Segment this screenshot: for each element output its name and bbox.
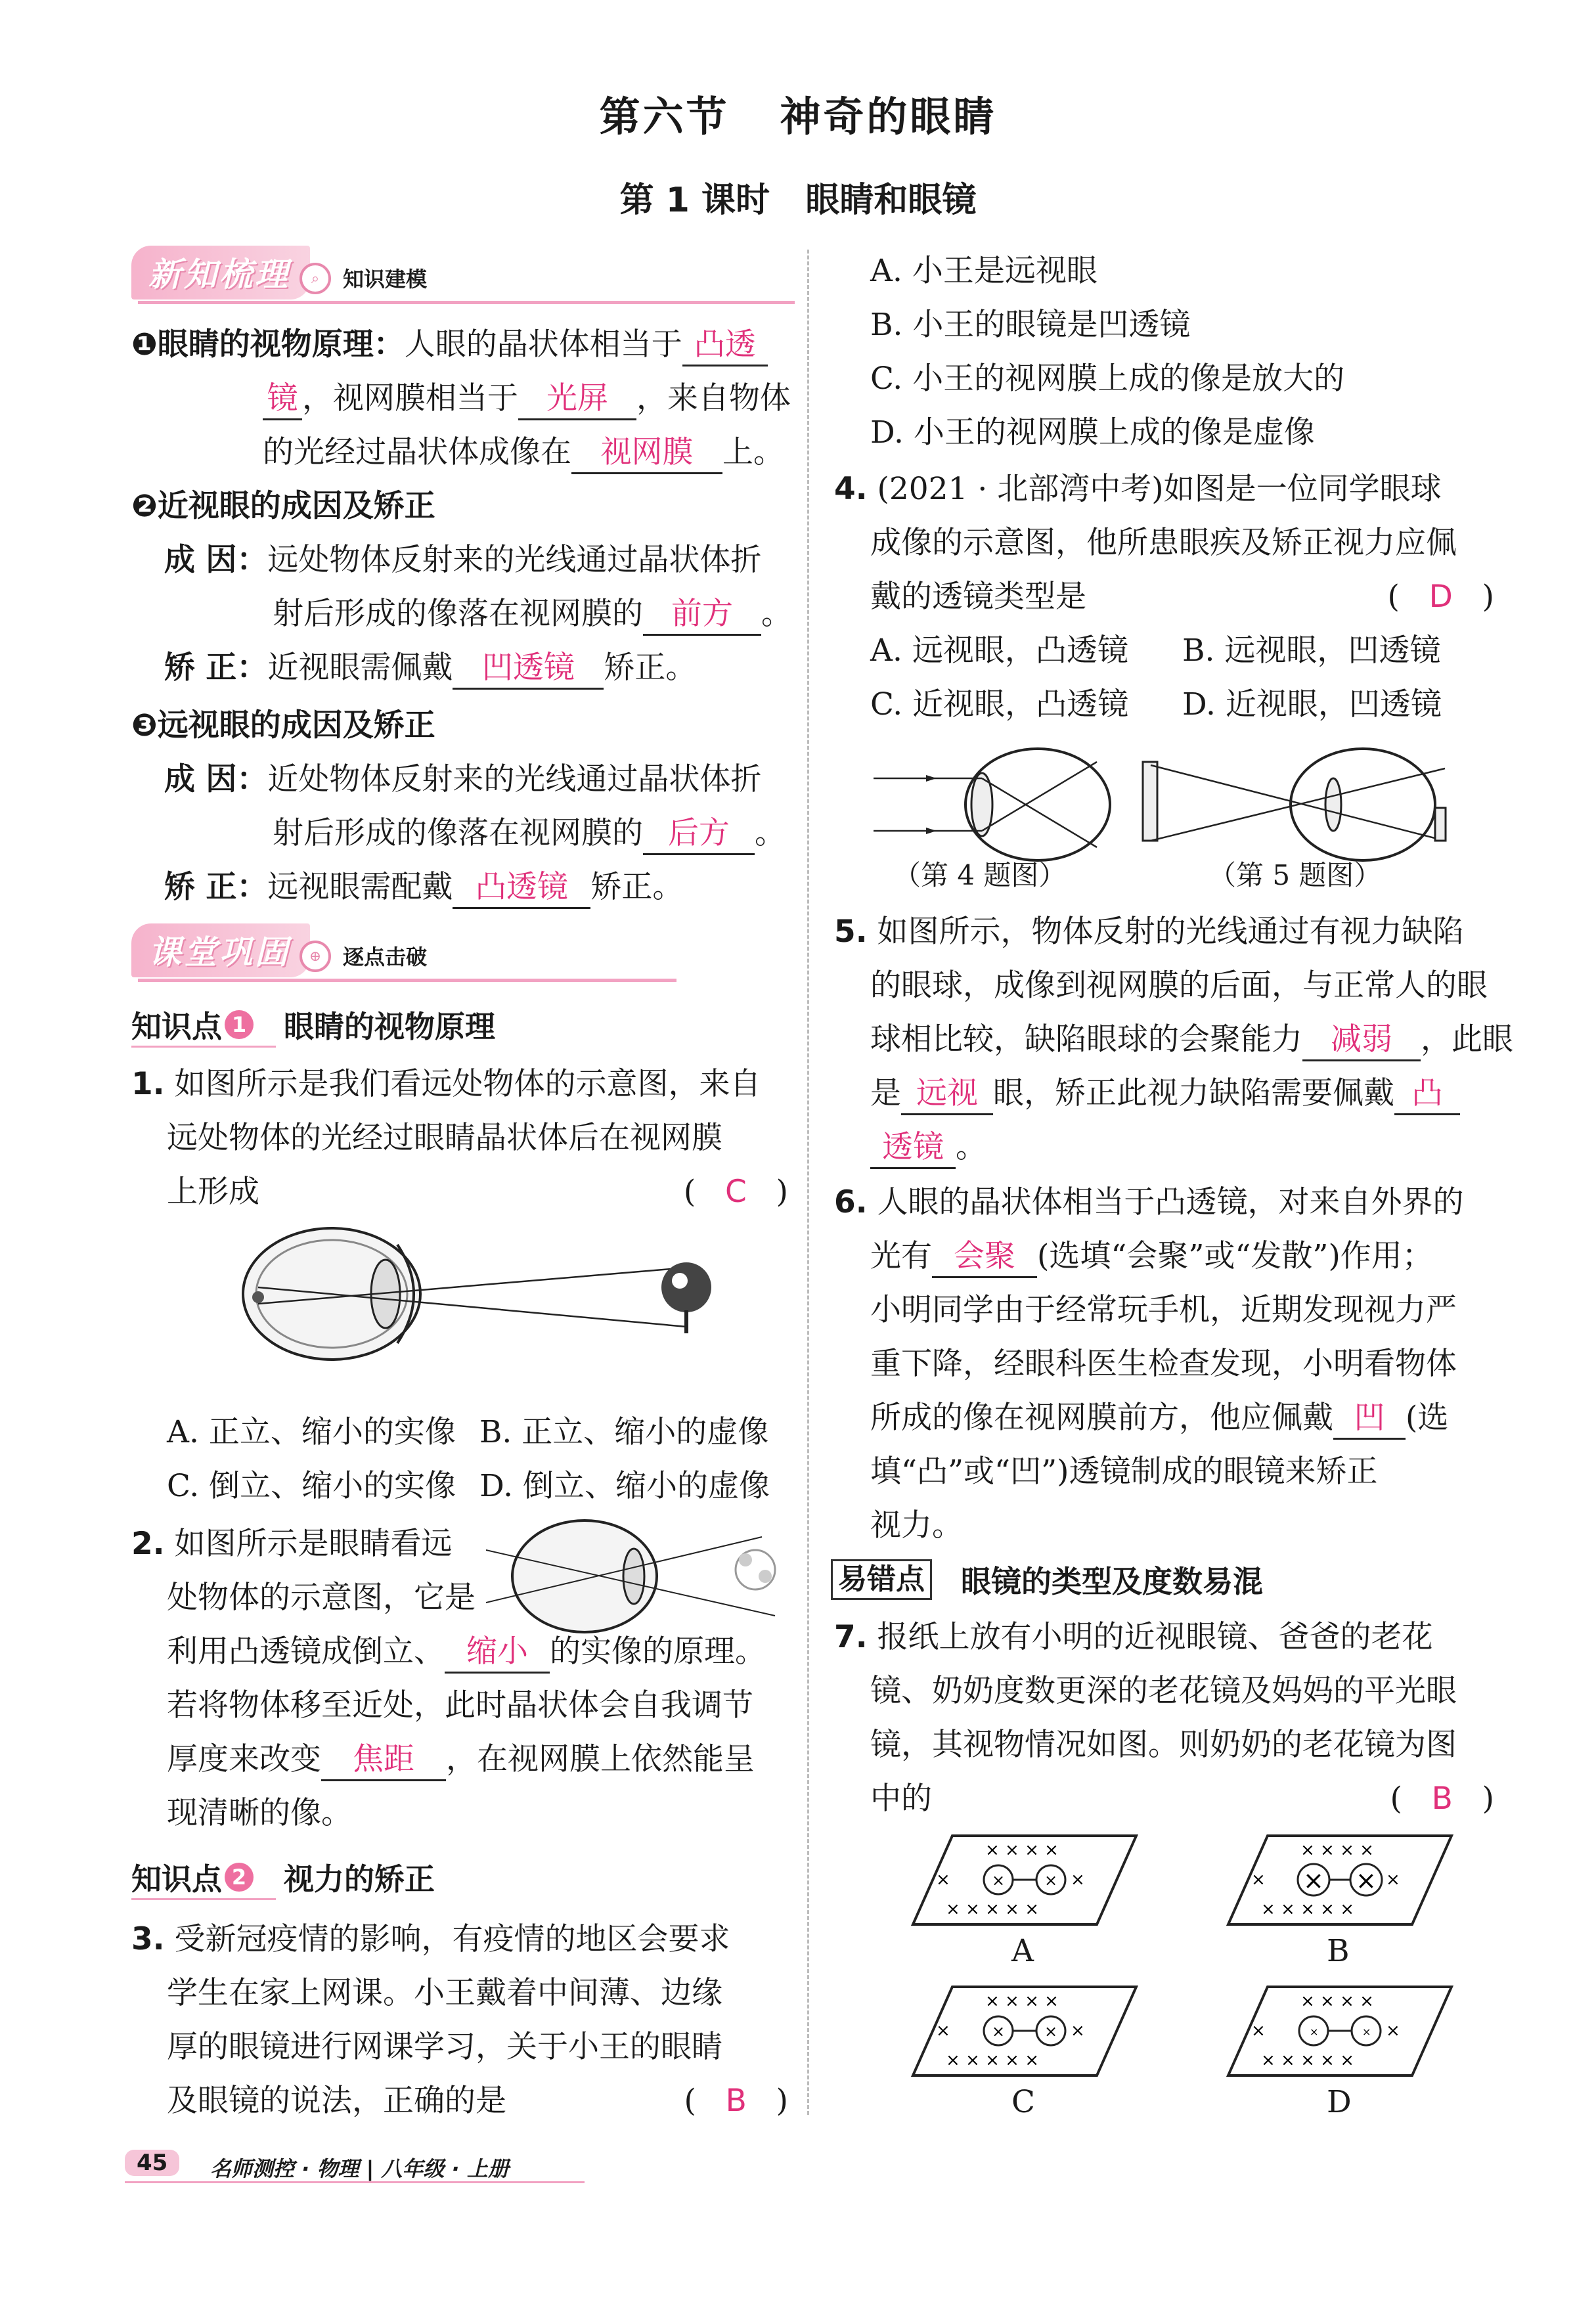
answer-blank: 视网膜 — [571, 433, 722, 474]
kp-underline — [131, 1046, 276, 1048]
q4-line3: 戴的透镜类型是 ( D ) — [870, 570, 1494, 624]
q6-line5: 所成的像在视网膜前方，他应佩戴 凹 (选 — [870, 1391, 1448, 1445]
banner-underline — [138, 979, 676, 982]
review-item-1-line2: 镜 ，视网膜相当于 光屏 ，来自物体 — [263, 372, 791, 426]
review-item-2-cause-line2: 射后形成的像落在视网膜的 前方 。 — [273, 587, 792, 641]
q7-figure-b — [1222, 1832, 1458, 1931]
svg-text:×: × — [936, 2021, 950, 2041]
q1-option-c: C. 倒立、缩小的实像 — [167, 1468, 456, 1504]
svg-text:×: × — [1310, 2026, 1319, 2038]
review-item-2-fix: 矫 正：近视眼需佩戴 凹透镜 矫正。 — [164, 641, 696, 695]
review-item-1-line3: 的光经过晶状体成像在 视网膜 上。 — [263, 426, 784, 479]
q1-options-cd — [167, 1459, 770, 1513]
svg-text:× × × × ×: × × × × × — [1261, 1899, 1354, 1919]
svg-text:× × × × ×: × × × × × — [946, 1899, 1039, 1919]
page-number: 45 — [125, 2150, 179, 2176]
svg-text:×: × — [1044, 2022, 1058, 2041]
answer-blank: 镜 — [263, 379, 302, 420]
q3-line2: 学生在家上网课。小王戴着中间薄、边缘 — [167, 1975, 722, 2011]
column-divider — [807, 250, 809, 2115]
footer — [125, 2144, 585, 2183]
kp-number-badge: 2 — [225, 1863, 254, 1892]
lesson-title: 第 1 课时 眼睛和眼镜 — [619, 181, 977, 220]
knowledge-point-1: 知识点 1 眼睛的视物原理 — [131, 1009, 495, 1044]
question-4: 4. (2021 · 北部湾中考)如图是一位同学眼球 — [834, 471, 1442, 507]
q5-line4: 是 远视 眼，矫正此视力缺陷需要佩戴 凸 — [870, 1067, 1460, 1121]
svg-text:× × × ×: × × × × — [1300, 1840, 1374, 1860]
banner-title: 新知梳理 — [131, 246, 310, 300]
answer-blank: 透镜 — [870, 1128, 956, 1169]
answer-blank: 远视 — [901, 1074, 993, 1115]
q7-label-c: C — [1011, 2084, 1035, 2120]
q3-option-c: C. 小王的视网膜上成的像是放大的 — [870, 361, 1345, 397]
q1-option-b: B. 正立、缩小的虚像 — [479, 1414, 769, 1450]
svg-text:×: × — [992, 2022, 1006, 2041]
svg-text:× × × × ×: × × × × × — [1261, 2051, 1354, 2070]
answer-blank: 凸 — [1394, 1074, 1460, 1115]
svg-text:×: × — [1044, 1871, 1058, 1890]
q6-line2: 光有 会聚 (选填“会聚”或“发散”)作用； — [870, 1230, 1433, 1283]
q5-line5: 透镜 。 — [870, 1121, 986, 1174]
question-6: 6. 人眼的晶状体相当于凸透镜，对来自外界的 — [834, 1184, 1464, 1220]
svg-text:×: × — [1386, 2021, 1400, 2041]
error-prone-label: 易错点 — [831, 1559, 932, 1600]
q4-option-d: D. 近视眼，凹透镜 — [1182, 686, 1442, 722]
q7-line3: 镜，其视物情况如图。则奶奶的老花镜为图 — [870, 1727, 1457, 1763]
question-2: 2. 如图所示是眼睛看远 — [131, 1526, 453, 1562]
review-item-2-cause: 成 因：远处物体反射来的光线通过晶状体折 — [164, 542, 762, 578]
q7-line2: 镜、奶奶度数更深的老花镜及妈妈的平光眼 — [870, 1673, 1457, 1709]
svg-text:×: × — [1386, 1870, 1400, 1890]
answer-blank: 光屏 — [518, 379, 636, 420]
svg-text:×: × — [1251, 2021, 1266, 2041]
answer-blank: 凹 — [1333, 1398, 1406, 1440]
q7-figure-d — [1222, 1984, 1458, 2082]
answer-blank: 凸透镜 — [453, 868, 590, 909]
answer-paren: ( B ) — [684, 2083, 788, 2119]
q6-line6: 填“凸”或“凹”)透镜制成的眼镜来矫正 — [870, 1454, 1378, 1490]
section-title: 第六节 神奇的眼睛 — [599, 93, 997, 141]
q6-line7: 视力。 — [870, 1507, 963, 1543]
q5-eye-figure — [1136, 742, 1452, 867]
q3-option-a: A. 小王是远视眼 — [870, 253, 1097, 289]
banner-consolidate — [131, 926, 427, 977]
answer-blank: 前方 — [643, 594, 761, 636]
q2-eye-figure — [486, 1511, 795, 1642]
q2-line3: 利用凸透镜成倒立、 缩小 的实像的原理。 — [167, 1625, 766, 1679]
answer-blank: 会聚 — [932, 1237, 1037, 1278]
q1-line3: 上形成 ( C ) — [167, 1165, 788, 1219]
error-prone-heading — [831, 1553, 1263, 1606]
target-icon: ⊕ — [299, 941, 331, 972]
review-item-3-cause-line2: 射后形成的像落在视网膜的 后方 。 — [273, 807, 786, 860]
svg-text:× × × ×: × × × × — [985, 1991, 1059, 2011]
question-3: 3. 受新冠疫情的影响，有疫情的地区会要求 — [131, 1921, 730, 1957]
q3-option-b: B. 小王的眼镜是凹透镜 — [870, 307, 1191, 343]
q4-option-c: C. 近视眼，凸透镜 — [870, 686, 1129, 722]
answer-paren: ( B ) — [1390, 1781, 1494, 1817]
review-item-3-head: ❸远视眼的成因及矫正 — [131, 707, 435, 743]
svg-text:× × × ×: × × × × — [985, 1840, 1059, 1860]
q3-option-d: D. 小王的视网膜上成的像是虚像 — [870, 414, 1315, 451]
banner-new-knowledge — [131, 248, 427, 300]
answer-blank: 凸透 — [682, 325, 768, 366]
q4-eye-figure — [874, 742, 1136, 867]
answer-blank: 凹透镜 — [453, 648, 604, 690]
q6-line3: 小明同学由于经常玩手机，近期发现视力严 — [870, 1292, 1457, 1328]
answer-blank: 后方 — [643, 814, 755, 855]
q3-line3: 厚的眼镜进行网课学习，关于小王的眼睛 — [167, 2029, 722, 2065]
kp-underline — [131, 1898, 276, 1900]
q1-option-a: A. 正立、缩小的实像 — [167, 1414, 456, 1450]
q3-line4: 及眼镜的说法，正确的是 ( B ) — [167, 2074, 788, 2128]
svg-text:×: × — [1303, 1866, 1324, 1895]
banner-underline — [138, 301, 795, 304]
svg-text:×: × — [936, 1870, 950, 1890]
answer-blank: 焦距 — [321, 1740, 446, 1781]
kp-number-badge: 1 — [225, 1010, 254, 1039]
banner-subtitle: 知识建模 — [343, 267, 428, 292]
question-7: 7. 报纸上放有小明的近视眼镜、爸爸的老花 — [834, 1619, 1433, 1655]
q7-label-b: B — [1327, 1933, 1350, 1969]
q2-line2: 处物体的示意图，它是 — [167, 1580, 476, 1616]
answer-paren: ( C ) — [683, 1174, 788, 1210]
svg-text:× × × ×: × × × × — [1300, 1991, 1374, 2011]
q4-figure-caption: （第 4 题图） — [893, 859, 1067, 891]
error-prone-title: 眼镜的类型及度数易混 — [961, 1564, 1263, 1599]
q7-line4: 中的 ( B ) — [870, 1772, 1494, 1826]
q1-option-d: D. 倒立、缩小的虚像 — [479, 1468, 770, 1504]
svg-text:× × × × ×: × × × × × — [946, 2051, 1039, 2070]
q5-line3: 球相比较，缺陷眼球的会聚能力 减弱 ，此眼 — [870, 1013, 1513, 1067]
banner-subtitle: 逐点击破 — [343, 944, 428, 969]
svg-text:×: × — [1362, 2026, 1371, 2038]
review-item-1: ❶眼睛的视物原理：人眼的晶状体相当于 凸透 — [131, 318, 768, 372]
q7-label-a: A — [1011, 1933, 1034, 1969]
q2-line6: 现清晰的像。 — [167, 1795, 352, 1831]
q6-line4: 重下降，经眼科医生检查发现，小明看物体 — [870, 1346, 1457, 1382]
review-item-2-head: ❷近视眼的成因及矫正 — [131, 488, 435, 524]
q1-line2: 远处物体的光经过眼睛晶状体后在视网膜 — [167, 1120, 722, 1156]
review-item-3-cause: 成 因：近处物体反射来的光线通过晶状体折 — [164, 761, 762, 797]
question-1: 1. 如图所示是我们看远处物体的示意图，来自 — [131, 1066, 761, 1102]
q2-line5: 厚度来改变 焦距 ，在视网膜上依然能呈 — [167, 1733, 755, 1786]
question-5: 5. 如图所示，物体反射的光线通过有视力缺陷 — [834, 914, 1464, 950]
q4-option-b: B. 远视眼，凹透镜 — [1182, 632, 1441, 669]
q4-line2: 成像的示意图，他所患眼疾及矫正视力应佩 — [870, 525, 1457, 561]
svg-text:×: × — [1071, 1870, 1085, 1890]
footer-text: 名师测控 · 物理 | 八年级 · 上册 — [210, 2156, 509, 2181]
review-item-3-fix: 矫 正：远视眼需配戴 凸透镜 矫正。 — [164, 860, 683, 914]
svg-text:×: × — [1251, 1870, 1266, 1890]
svg-text:×: × — [992, 1871, 1006, 1890]
knowledge-point-2: 知识点 2 视力的矫正 — [131, 1861, 435, 1897]
svg-text:×: × — [1071, 2021, 1085, 2041]
magnifier-icon: ⌕ — [299, 263, 331, 294]
q5-line2: 的眼球，成像到视网膜的后面，与正常人的眼 — [870, 967, 1488, 1004]
svg-text:×: × — [1356, 1866, 1377, 1895]
q7-figure-c — [906, 1984, 1143, 2082]
answer-paren: ( D ) — [1387, 579, 1494, 615]
q1-eye-figure — [233, 1218, 739, 1369]
q7-figure-a — [906, 1832, 1143, 1931]
q4-option-a: A. 远视眼，凸透镜 — [870, 632, 1128, 669]
q7-label-d: D — [1327, 2084, 1352, 2120]
q2-line4: 若将物体移至近处，此时晶状体会自我调节 — [167, 1687, 753, 1723]
q1-options-ab — [167, 1406, 768, 1459]
answer-blank: 减弱 — [1302, 1020, 1421, 1061]
banner-title: 课堂巩固 — [131, 923, 310, 977]
answer-blank: 缩小 — [445, 1632, 550, 1674]
q5-figure-caption: （第 5 题图） — [1208, 859, 1382, 891]
